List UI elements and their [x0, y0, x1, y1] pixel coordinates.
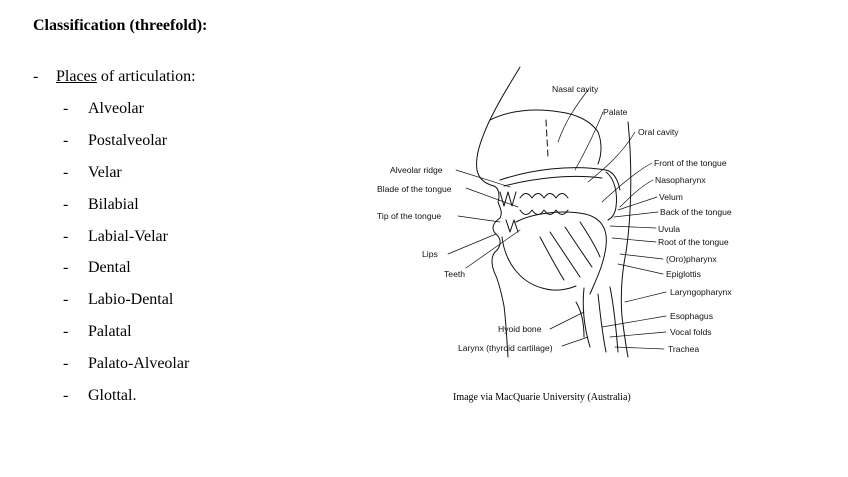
velum-outline	[606, 172, 617, 220]
place-label: Palatal	[88, 323, 132, 340]
place-label: Postalveolar	[88, 132, 168, 149]
label-front-of-tongue: Front of the tongue	[654, 158, 727, 168]
label-lips: Lips	[422, 249, 438, 259]
label-larynx: Larynx (thyroid cartilage)	[458, 343, 553, 353]
face-profile-outline	[477, 67, 520, 357]
place-label: Alveolar	[88, 100, 144, 117]
label-oral-cavity: Oral cavity	[638, 127, 679, 137]
label-blade-of-tongue: Blade of the tongue	[377, 184, 452, 194]
slide-title: Classification (threefold):	[33, 17, 208, 34]
label-root-of-tongue: Root of the tongue	[658, 237, 729, 247]
places-heading-underlined: Places	[56, 68, 97, 85]
vocal-tract-svg	[370, 62, 750, 362]
palate-outline	[500, 168, 620, 190]
figure-caption: Image via MacQuarie University (Australia)	[453, 392, 631, 403]
label-velum: Velum	[659, 192, 683, 202]
place-label: Palato-Alveolar	[88, 355, 190, 372]
label-laryngopharynx: Laryngopharynx	[670, 287, 732, 297]
label-tip-of-tongue: Tip of the tongue	[377, 211, 442, 221]
places-heading-rest: of articulation:	[96, 68, 196, 85]
nasal-cavity-outline	[490, 110, 601, 164]
larynx-outline	[583, 288, 606, 352]
label-uvula: Uvula	[658, 224, 680, 234]
label-esophagus: Esophagus	[670, 311, 714, 321]
place-label: Dental	[88, 259, 131, 276]
label-vocal-folds: Vocal folds	[670, 327, 712, 337]
label-back-of-tongue: Back of the tongue	[660, 207, 732, 217]
label-nasopharynx: Nasopharynx	[655, 175, 706, 185]
place-label: Glottal.	[88, 387, 137, 404]
place-label: Labial-Velar	[88, 228, 168, 245]
label-oropharynx: (Oro)pharynx	[666, 254, 717, 264]
tongue-outline	[516, 212, 606, 294]
label-alveolar-ridge: Alveolar ridge	[390, 165, 443, 175]
label-palate: Palate	[603, 107, 628, 117]
lower-teeth	[506, 210, 568, 232]
label-nasal-cavity: Nasal cavity	[552, 84, 599, 94]
leader-lines	[448, 90, 666, 349]
vocal-tract-diagram	[370, 62, 750, 362]
label-teeth: Teeth	[444, 269, 466, 279]
place-label: Velar	[88, 164, 122, 181]
label-hyoid-bone: Hyoid bone	[498, 324, 542, 334]
place-label: Bilabial	[88, 196, 139, 213]
jaw-outline	[502, 237, 576, 290]
place-label: Labio-Dental	[88, 291, 174, 308]
bullet-dash: -	[33, 68, 39, 85]
label-epiglottis: Epiglottis	[666, 269, 701, 279]
label-trachea: Trachea	[668, 344, 700, 354]
